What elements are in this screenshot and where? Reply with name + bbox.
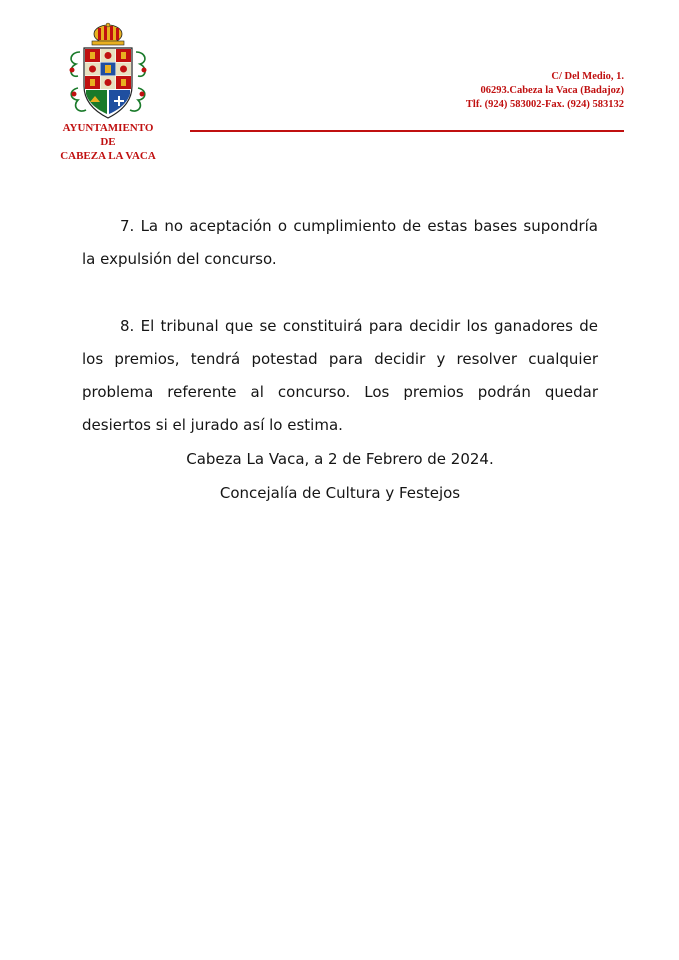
council-name-line: DE <box>100 136 116 148</box>
date-line: Cabeza La Vaca, a 2 de Febrero de 2024. <box>186 450 494 468</box>
coat-of-arms-icon <box>62 22 154 122</box>
address-street: C/ Del Medio, 1. <box>551 71 624 82</box>
council-name-line: CABEZA LA VACA <box>60 150 156 162</box>
council-name <box>40 121 176 163</box>
header-divider <box>190 130 624 132</box>
address-block <box>466 70 624 112</box>
address-city: 06293.Cabeza la Vaca (Badajoz) <box>480 85 624 96</box>
address-phone-fax: Tlf. (924) 583002-Fax. (924) 583132 <box>465 99 624 110</box>
crown-icon <box>92 23 124 45</box>
signature-line: Concejalía de Cultura y Festejos <box>219 484 461 502</box>
paragraph-7: 7. La no aceptación o cumplimiento de estas bases supondría la expulsión del concurso. <box>82 217 598 268</box>
council-name-line: AYUNTAMIENTO <box>62 122 154 134</box>
paragraph-8: 8. El tribunal que se constituirá para decidir los ganadores de los premios, tendrá potestad para decidir y resolver cualquier problema referente al concurso. Los premios podrán quedar desiertos si el jurado así lo estima. <box>82 317 598 434</box>
